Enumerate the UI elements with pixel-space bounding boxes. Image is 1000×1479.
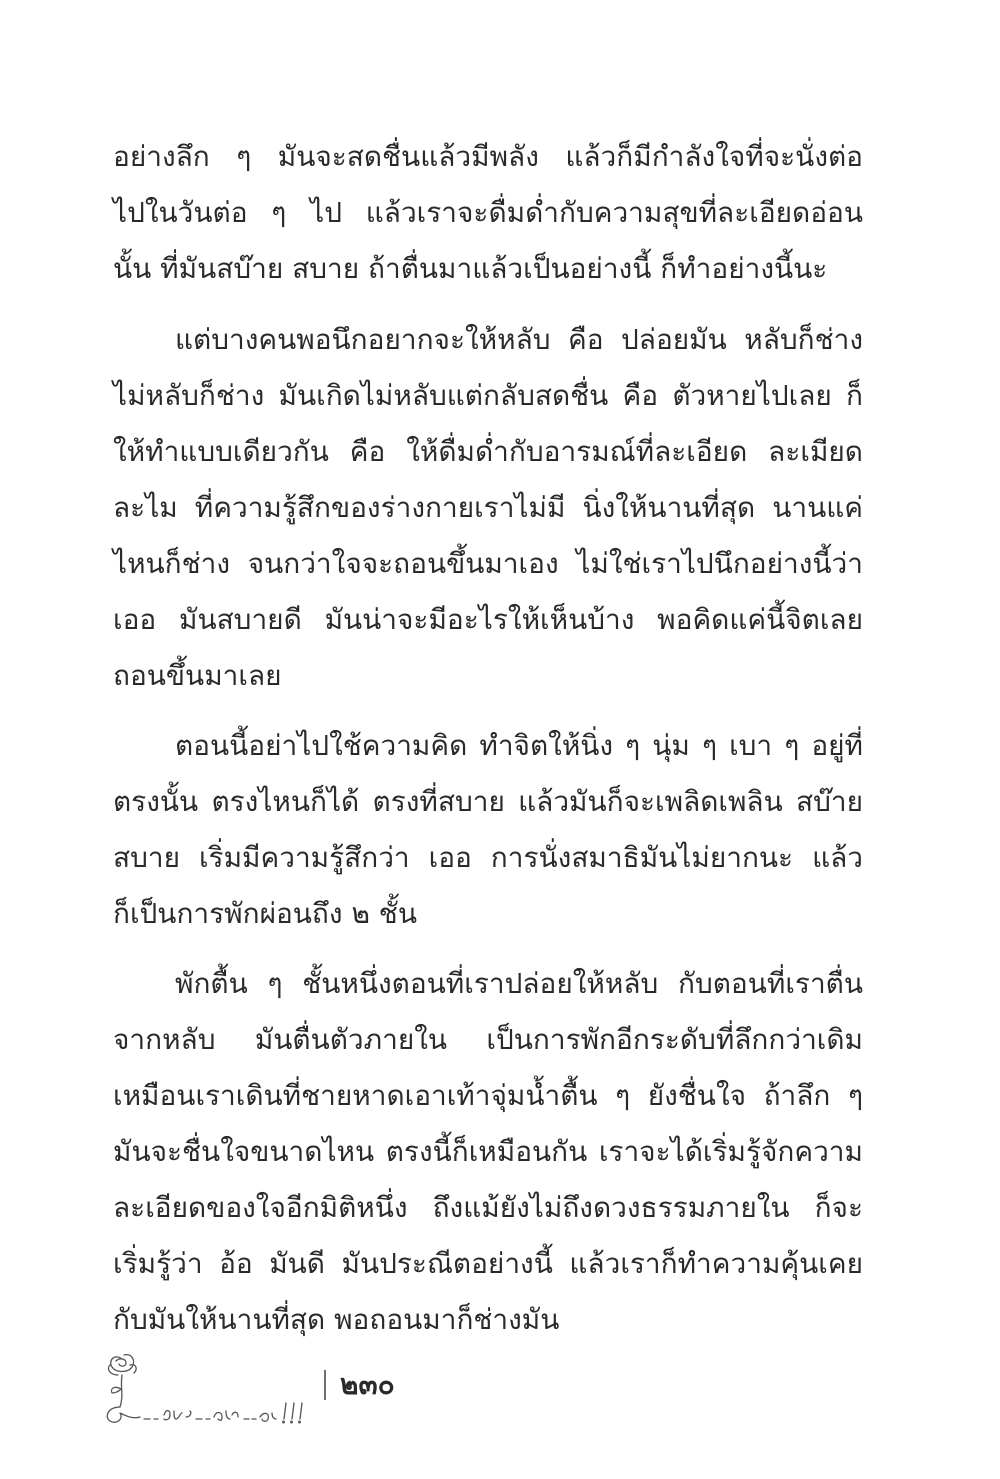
text-line: มันจะชื่นใจขนาดไหน ตรงนี้ก็เหมือนกัน เราจะได้เริ่มรู้จักความ: [113, 1135, 863, 1168]
text-line: แต่บางคนพอนึกอยากจะให้หลับ คือ ปล่อยมัน หลับก็ช่าง: [175, 323, 863, 356]
text-line: นั้น ที่มันสบ๊าย สบาย ถ้าตื่นมาแล้วเป็นอย่างนี้ ก็ทำอย่างนี้นะ: [113, 252, 828, 285]
text-line: พักตื้น ๆ ชั้นหนึ่งตอนที่เราปล่อยให้หลับ กับตอนที่เราตื่น: [175, 967, 863, 1000]
text-line: ให้ทำแบบเดียวกัน คือ ให้ดื่มด่ำกับอารมณ์ที่ละเอียด ละเมียด: [113, 435, 863, 468]
text-line: เหมือนเราเดินที่ชายหาดเอาเท้าจุ่มน้ำตื้น ๆ ยังชื่นใจ ถ้าลึก ๆ: [113, 1079, 863, 1112]
text-line: ไหนก็ช่าง จนกว่าใจจะถอนขึ้นมาเอง ไม่ใช่เราไปนึกอย่างนี้ว่า: [113, 547, 863, 580]
text-line: ตรงนั้น ตรงไหนก็ได้ ตรงที่สบาย แล้วมันก็จะเพลิดเพลิน สบ๊าย: [113, 785, 863, 818]
text-line: ถอนขึ้นมาเลย: [113, 659, 282, 692]
text-line: ก็เป็นการพักผ่อนถึง ๒ ชั้น: [113, 897, 417, 930]
text-line: ไปในวันต่อ ๆ ไป แล้วเราจะดื่มด่ำกับความสุขที่ละเอียดอ่อน: [113, 196, 863, 229]
text-line: เริ่มรู้ว่า อ้อ มันดี มันประณีตอย่างนี้ แล้วเราก็ทำความคุ้นเคย: [113, 1247, 863, 1280]
text-line: อย่างลึก ๆ มันจะสดชื่นแล้วมีพลัง แล้วก็มีกำลังใจที่จะนั่งต่อ: [113, 140, 863, 173]
footer-divider: [324, 1370, 326, 1400]
text-line: สบาย เริ่มมีความรู้สึกว่า เออ การนั่งสมาธิมันไม่ยากนะ แล้ว: [113, 841, 863, 874]
text-line: ตอนนี้อย่าไปใช้ความคิด ทำจิตให้นิ่ง ๆ นุ่ม ๆ เบา ๆ อยู่ที่: [175, 729, 863, 762]
text-line: ละเอียดของใจอีกมิติหนึ่ง ถึงแม้ยังไม่ถึงดวงธรรมภายใน ก็จะ: [113, 1191, 863, 1224]
text-line: ละไม ที่ความรู้สึกของร่างกายเราไม่มี นิ่งให้นานที่สุด นานแค่: [113, 491, 863, 524]
page-number: ๒๓๐: [340, 1368, 395, 1401]
text-line: จากหลับ มันตื่นตัวภายใน เป็นการพักอีกระดับที่ลึกกว่าเดิม: [113, 1023, 863, 1056]
text-line: กับมันให้นานที่สุด พอถอนมาก็ช่างมัน: [113, 1303, 560, 1336]
text-line: ไม่หลับก็ช่าง มันเกิดไม่หลับแต่กลับสดชื่น คือ ตัวหายไปเลย ก็: [113, 379, 863, 412]
text-line: เออ มันสบายดี มันน่าจะมีอะไรให้เห็นบ้าง พอคิดแค่นี้จิตเลย: [113, 603, 863, 636]
